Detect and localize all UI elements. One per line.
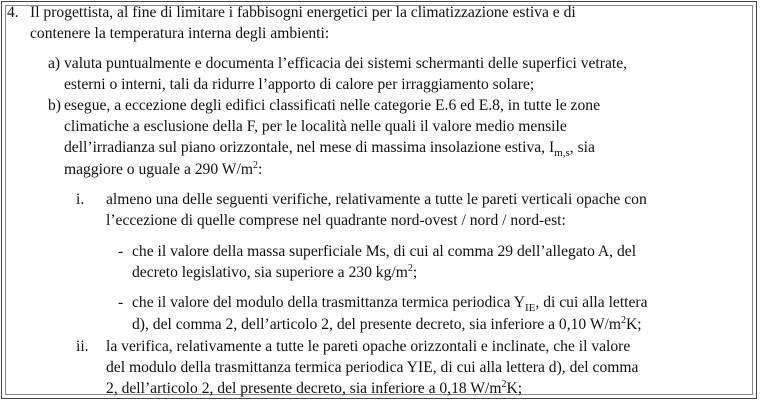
point-a-line-1: valuta puntualmente e documenta l’efficacia dei sistemi schermanti delle superfici vetrate,	[64, 55, 628, 72]
dash-2-line-1: che il valore del modulo della trasmittanza termica periodica $Y_{IE}$, di cui alla lettera	[132, 294, 648, 314]
item-text-line-2: contenere la temperatura interna degli ambienti:	[30, 25, 330, 42]
dash-1-line-1: che il valore della massa superficiale Ms, di cui al comma 29 dell’allegato A, del	[132, 243, 637, 260]
item-number: 4.	[7, 4, 19, 21]
sub-point-ii-line-1: la verifica, relativamente a tutte le pareti opache orizzontali e inclinate, che il valore	[106, 338, 631, 355]
item-text-line-1: Il progettista, al fine di limitare i fabbisogni energetici per la climatizzazione estiva e di	[30, 4, 576, 21]
sub-point-ii-line-2: del modulo della trasmittanza termica periodica YIE, di cui alla lettera d), del comma	[106, 359, 639, 376]
point-b-line-3: dell’irradianza sul piano orizzontale, nel mese di massima insolazione estiva, $I_{m,s}$, sia	[64, 139, 595, 159]
sub-point-ii-line-3: 2, dell’articolo 2, del presente decreto, sia inferiore a 0,18 $W/m^2K$;	[106, 379, 523, 397]
point-b-line-2: climatiche a esclusione della F, per le località nelle quali il valore medio mensile	[64, 118, 567, 135]
dash-2-line-2: d), del comma 2, dell’articolo 2, del presente decreto, sia inferiore a 0,10 $W/m^2K$;	[132, 315, 642, 333]
sub-point-i-line-1: almeno una delle seguenti verifiche, relativamente a tutte le pareti verticali opache con	[106, 191, 647, 208]
point-a-line-2: esterni o interni, tali da ridurre l’apporto di calore per irraggiamento solare;	[64, 76, 535, 93]
sub-point-ii-marker: ii.	[76, 338, 89, 355]
sub-point-i-marker: i.	[76, 191, 85, 208]
dash-1-marker: -	[118, 243, 124, 260]
point-b-marker: b)	[48, 97, 61, 114]
dash-2-marker: -	[118, 294, 124, 311]
point-b-line-1: esegue, a eccezione degli edifici classificati nelle categorie E.6 ed E.8, in tutte le zone	[64, 97, 600, 114]
point-a-marker: a)	[48, 55, 61, 72]
dash-1-line-2: decreto legislativo, sia superiore a 230 $kg/m^2$;	[132, 263, 418, 281]
sub-point-i-line-2: l’eccezione di quelle comprese nel quadrante nord-ovest / nord / nord-est:	[106, 212, 566, 229]
point-b-line-4: maggiore o uguale a 290 $W/m^2$:	[64, 160, 263, 178]
